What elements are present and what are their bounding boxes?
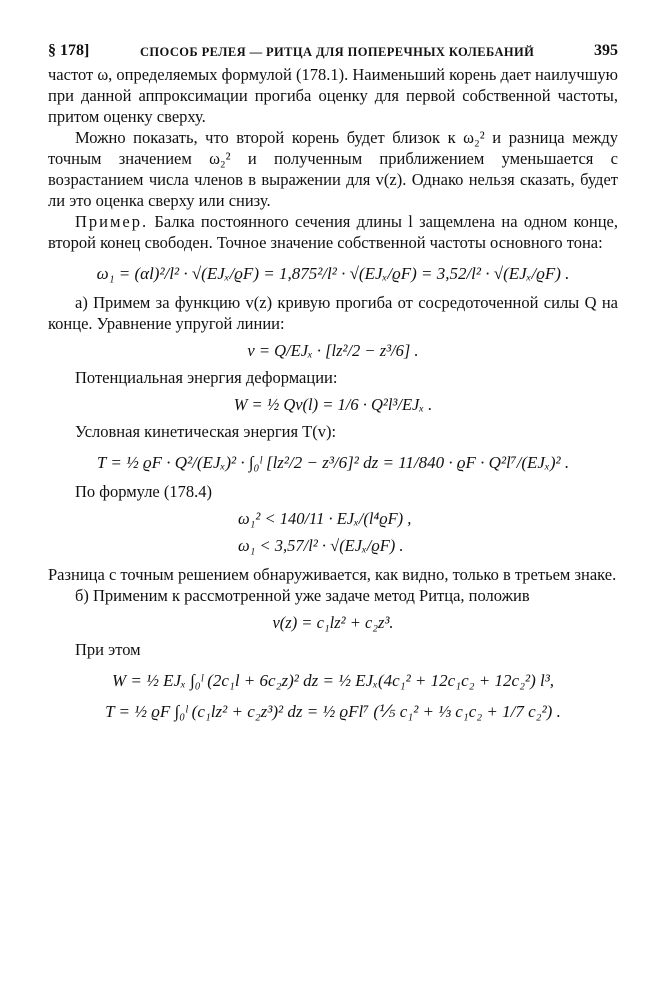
header-section-number: § 178] [48,42,90,59]
paragraph-5: Потенциальная энергия деформации: [75,368,338,387]
formula-potential-energy: W = ½ Qv(l) = 1/6 · Q²l³/EJₓ . [233,395,433,414]
paragraph-6: Условная кинетическая энергия T(v): [75,422,337,441]
paragraph-1: частот ω, определяемых формулой (178.1). Наименьший корень дает наилучшую при данной аппроксимации прогиба оценку для первой собственной частоты, притом оценку сверху. [48,65,618,126]
formula-deflection-curve: v = Q/EJₓ · [lz²/2 − z³/6] . [247,341,419,360]
book-page [48,36,618,730]
paragraph-10: При этом [75,640,141,659]
example-text: Балка постоянного сечения длины l защемлена на одном конце, второй конец свободен. Точное значение собственной частоты основного тона: [48,212,618,252]
paragraph-4: а) Примем за функцию v(z) кривую прогиба от сосредоточенной силы Q на конце. Уравнение упругой линии: [48,293,618,333]
paragraph-9: б) Применим к рассмотренной уже задаче метод Ритца, положив [75,586,530,605]
paragraph-7: По формуле (178.4) [75,482,212,501]
header-title: СПОСОБ РЕЛЕЯ — РИТЦА ДЛЯ ПОПЕРЕЧНЫХ КОЛЕБАНИЙ [140,45,535,59]
paragraph-2: Можно показать, что второй корень будет близок к ω₂² и разница между точным значением ω₂² и полученным приближением уменьшается с возрастанием числа членов в выражении для v(z). Однако нельзя сказать, будет ли это оценка сверху или снизу. [48,128,618,210]
formula-exact-frequency: ω₁ = (αl)²/l² · √(EJₓ/ϱF) = 1,875²/l² · √(EJₓ/ϱF) = 3,52/l² · √(EJₓ/ϱF) . [96,264,570,283]
formula-ritz-kinetic-energy: T = ½ ϱF ∫₀ˡ (c₁lz² + c₂z³)² dz = ½ ϱFl⁷ (⅕ c₁² + ⅓ c₁c₂ + 1/7 c₂²) . [105,702,561,721]
header-page-number: 395 [594,42,618,59]
formula-omega-squared-bound: ω₁² < 140/11 · EJₓ/(l⁴ϱF) , [238,509,412,528]
example-label: Пример. [75,212,149,231]
formula-ritz-trial-function: v(z) = c₁lz² + c₂z³. [272,613,394,632]
paragraph-3 [48,211,618,253]
formula-ritz-potential-energy: W = ½ EJₓ ∫₀ˡ (2c₁l + 6c₂z)² dz = ½ EJₓ(4c₁² + 12c₁c₂ + 12c₂²) l³, [111,671,555,690]
formula-kinetic-energy: T = ½ ϱF · Q²/(EJₓ)² · ∫₀ˡ [lz²/2 − z³/6]² dz = 11/840 · ϱF · Q²l⁷/(EJₓ)² . [96,453,570,472]
running-header [48,36,618,64]
paragraph-8: Разница с точным решением обнаруживается, как видно, только в третьем знаке. [48,565,617,584]
formula-omega-bound: ω₁ < 3,57/l² · √(EJₓ/ϱF) . [238,536,404,555]
